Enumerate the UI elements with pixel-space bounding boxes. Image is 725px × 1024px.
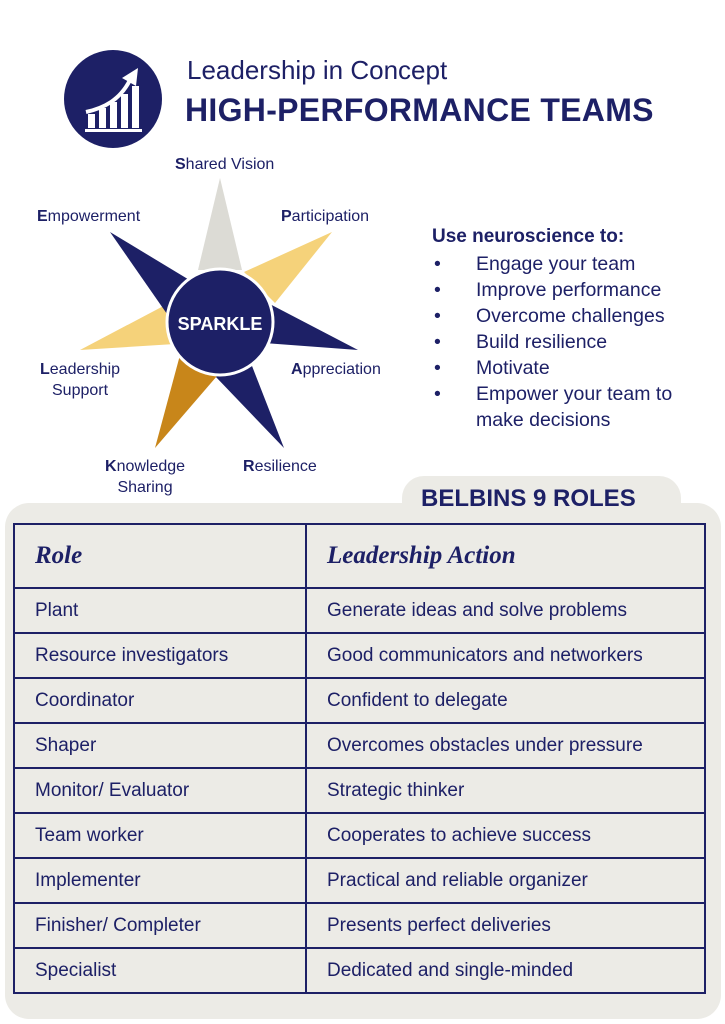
- star-point-leadership-support: [80, 302, 175, 350]
- role-cell: Monitor/ Evaluator: [14, 768, 306, 813]
- list-item: • Engage your team: [434, 253, 636, 275]
- label-shared-vision: Shared Vision: [175, 156, 275, 173]
- sparkle-star-diagram: [0, 140, 420, 490]
- label-participation: Participation: [281, 208, 370, 225]
- roles-section-title: BELBINS 9 ROLES: [421, 485, 636, 512]
- star-point-shared-vision: [198, 178, 242, 270]
- table-row: [14, 768, 705, 813]
- label-leadership-support: Leadership Support: [40, 361, 121, 399]
- neuroscience-list: [432, 251, 716, 433]
- list-item: • Overcome challenges: [434, 305, 665, 327]
- label-empowerment: Empowerment: [37, 208, 141, 225]
- list-item: • Improve performance: [434, 279, 662, 301]
- role-cell: Finisher/ Completer: [14, 903, 306, 948]
- role-cell: Implementer: [14, 858, 306, 903]
- action-cell: Overcomes obstacles under pressure: [306, 723, 705, 768]
- table-header-row: [14, 524, 705, 588]
- neuroscience-heading: Use neuroscience to:: [432, 226, 625, 247]
- table-row: [14, 813, 705, 858]
- table-row: [14, 858, 705, 903]
- page-subtitle: Leadership in Concept: [187, 55, 448, 85]
- role-cell: Specialist: [14, 948, 306, 993]
- column-header-leadership-action: Leadership Action: [306, 524, 705, 588]
- table-row: [14, 678, 705, 723]
- page-title: HIGH-PERFORMANCE TEAMS: [185, 92, 654, 128]
- belbin-roles-table: [13, 523, 706, 994]
- table-row: [14, 588, 705, 633]
- role-cell: Coordinator: [14, 678, 306, 723]
- action-cell: Generate ideas and solve problems: [306, 588, 705, 633]
- role-cell: Resource investigators: [14, 633, 306, 678]
- action-cell: Confident to delegate: [306, 678, 705, 723]
- list-item: • Build resilience: [434, 331, 608, 353]
- action-cell: Presents perfect deliveries: [306, 903, 705, 948]
- list-item: • Motivate: [434, 357, 550, 379]
- label-appreciation: Appreciation: [291, 361, 381, 378]
- action-cell: Good communicators and networkers: [306, 633, 705, 678]
- role-cell: Shaper: [14, 723, 306, 768]
- action-cell: Strategic thinker: [306, 768, 705, 813]
- table-row: [14, 723, 705, 768]
- table-row: [14, 948, 705, 993]
- list-item: • Empower your team to make decisions: [434, 383, 673, 431]
- table-row: [14, 633, 705, 678]
- column-header-role: Role: [14, 524, 306, 588]
- table-row: [14, 903, 705, 948]
- action-cell: Cooperates to achieve success: [306, 813, 705, 858]
- action-cell: Practical and reliable organizer: [306, 858, 705, 903]
- star-point-appreciation: [264, 301, 358, 350]
- label-knowledge-sharing: Knowledge Sharing: [105, 458, 186, 496]
- sparkle-center-label: SPARKLE: [177, 314, 263, 334]
- growth-chart-icon: [64, 50, 162, 148]
- label-resilience: Resilience: [243, 458, 317, 475]
- role-cell: Plant: [14, 588, 306, 633]
- role-cell: Team worker: [14, 813, 306, 858]
- action-cell: Dedicated and single-minded: [306, 948, 705, 993]
